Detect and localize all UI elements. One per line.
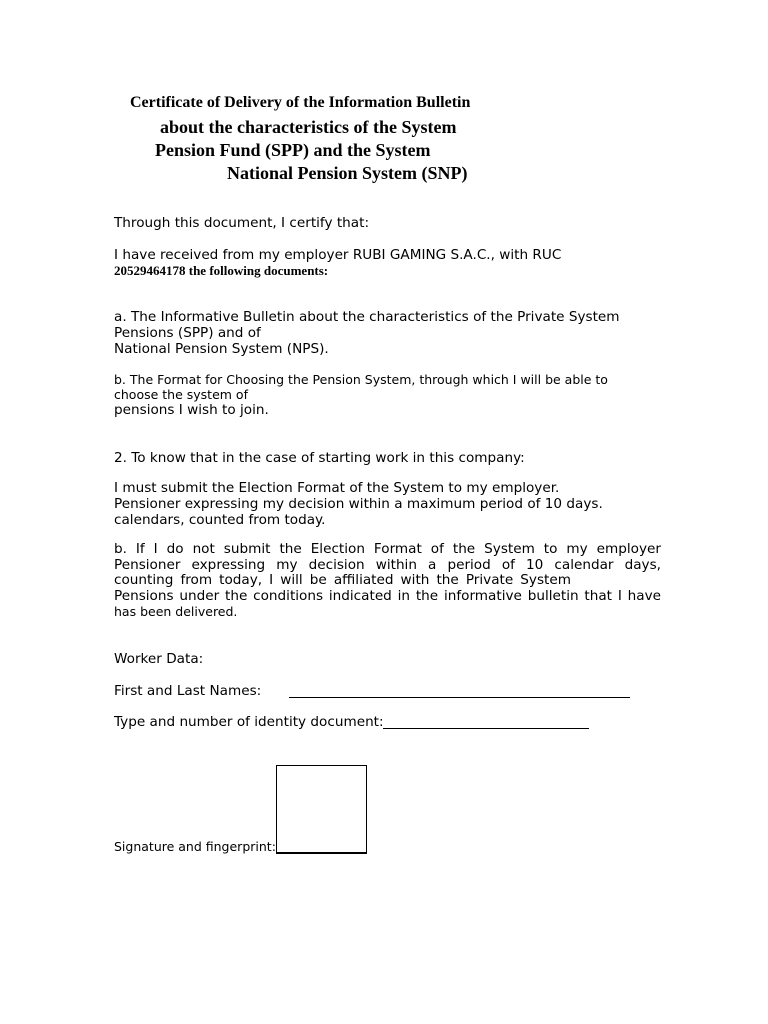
title-line-1: Certificate of Delivery of the Information Bulletin	[130, 94, 471, 111]
id-document-label: Type and number of identity document:	[114, 714, 384, 730]
section-2-heading: 2. To know that in the case of starting work in this company:	[114, 450, 525, 466]
names-label: First and Last Names:	[114, 683, 262, 699]
must-line-2: Pensioner expressing my decision within a maximum period of 10 days.	[114, 496, 603, 512]
fingerprint-box[interactable]	[276, 765, 367, 854]
worker-data-heading: Worker Data:	[114, 651, 204, 667]
received-line-2: 20529464178 the following documents:	[114, 263, 329, 278]
title-line-4: National Pension System (SNP)	[227, 163, 468, 183]
paragraph-b-line-4: Pensions under the conditions indicated in the informative bulletin that I have	[114, 587, 661, 604]
item-a-line-2: Pensions (SPP) and of	[114, 325, 261, 341]
item-b-line-3: pensions I wish to join.	[114, 402, 269, 418]
paragraph-b-line-5: has been delivered.	[114, 604, 238, 620]
item-b-line-1: b. The Format for Choosing the Pension System, through which I will be able to	[114, 372, 608, 387]
item-b-line-2: choose the system of	[114, 387, 248, 402]
paragraph-b-line-3: counting from today, I will be affiliated with the Private System	[114, 572, 571, 589]
must-line-1: I must submit the Election Format of the System to my employer.	[114, 480, 560, 496]
signature-label: Signature and fingerprint:	[114, 839, 276, 854]
title-line-2: about the characteristics of the System	[160, 117, 457, 137]
item-a-line-3: National Pension System (NPS).	[114, 341, 329, 357]
id-document-field[interactable]	[383, 715, 589, 729]
signature-line	[276, 852, 366, 853]
paragraph-b-line-1: b. If I do not submit the Election Format of the System to my employer	[114, 541, 661, 557]
item-a-line-1: a. The Informative Bulletin about the characteristics of the Private System	[114, 309, 620, 325]
title-line-3: Pension Fund (SPP) and the System	[155, 140, 431, 160]
paragraph-b-line-2: Pensioner expressing my decision within a period of 10 calendar days,	[114, 556, 661, 573]
paragraph-b	[114, 542, 661, 620]
names-field[interactable]	[289, 684, 630, 698]
intro-text: Through this document, I certify that:	[114, 215, 370, 231]
received-line-1: I have received from my employer RUBI GAMING S.A.C., with RUC	[114, 247, 562, 263]
must-line-3: calendars, counted from today.	[114, 512, 326, 528]
